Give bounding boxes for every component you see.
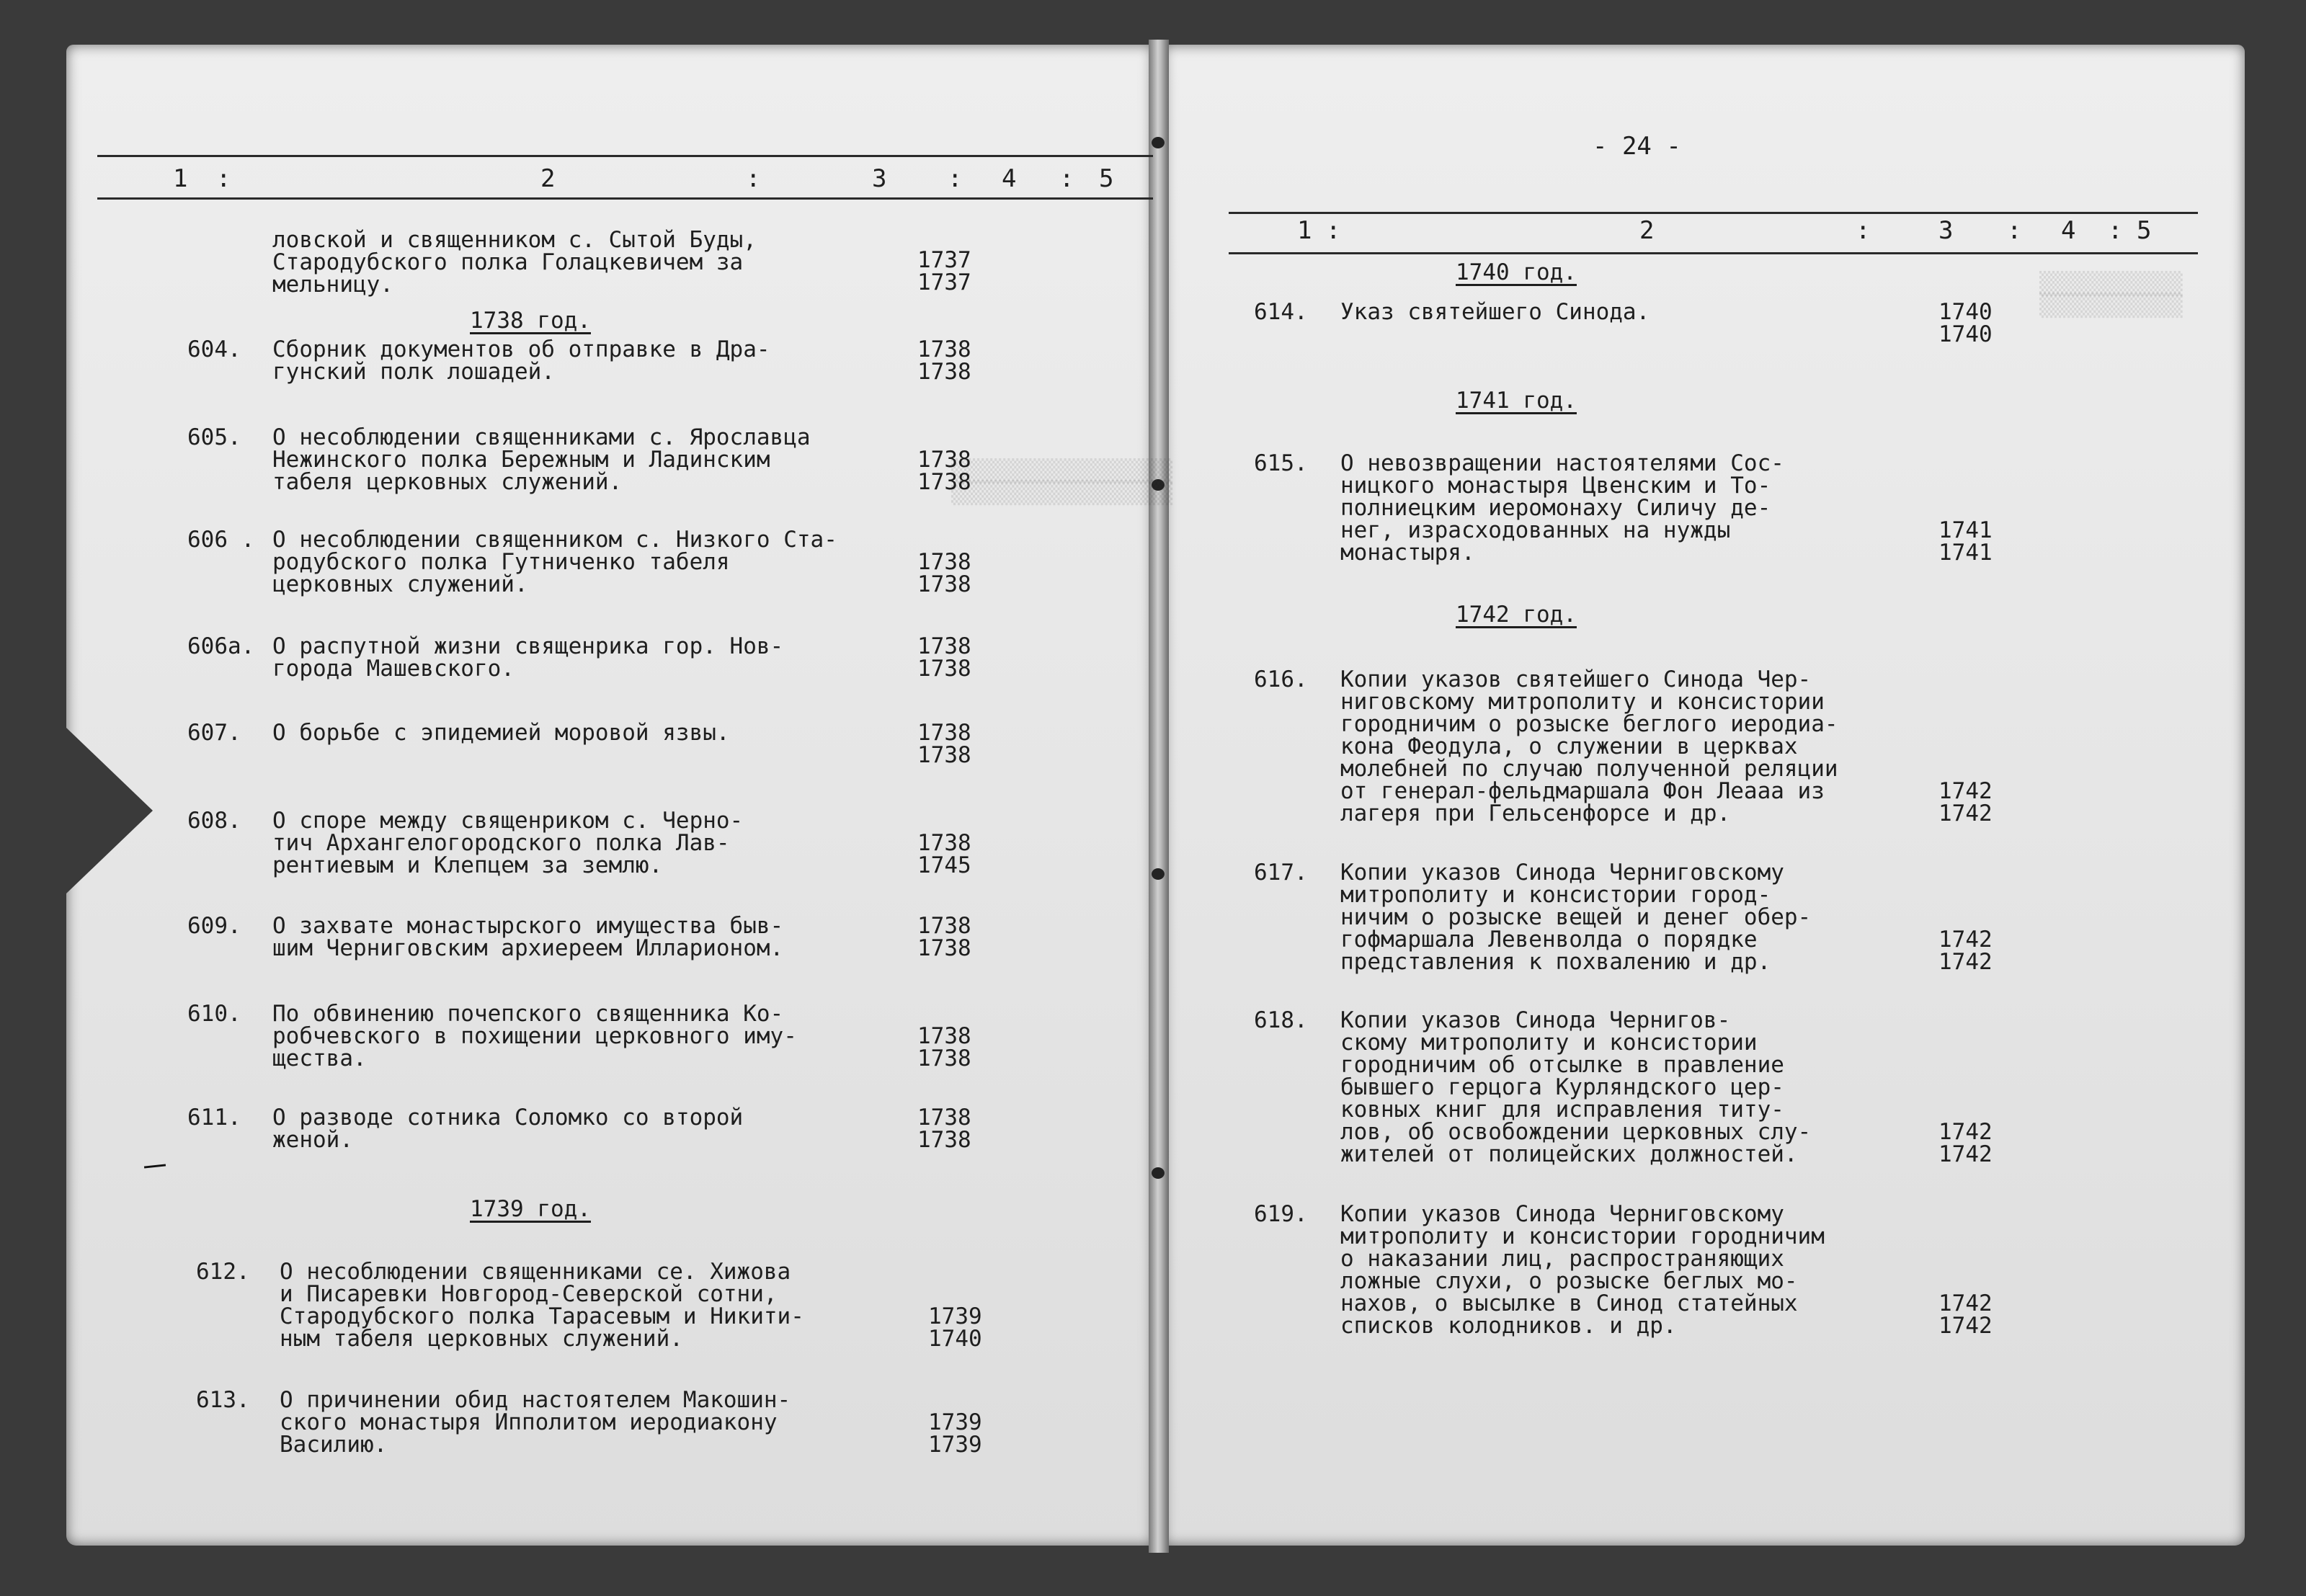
- entry-number: 604.: [187, 336, 241, 362]
- entry-number: 616.: [1254, 667, 1308, 692]
- col-2-label: 2: [1639, 216, 1655, 245]
- entry-number: 605.: [187, 424, 241, 450]
- entry-years: 1738 1745: [917, 830, 971, 878]
- header-rule-top: [97, 155, 1153, 157]
- entry-number: 611.: [187, 1105, 241, 1131]
- year-heading: 1740 год.: [1456, 259, 1577, 285]
- year-heading: 1739 год.: [470, 1196, 591, 1222]
- entry-years: 1742 1742: [1938, 1290, 1993, 1339]
- year-heading: 1742 год.: [1456, 602, 1577, 628]
- entry-number: 612.: [196, 1259, 250, 1285]
- col-sep: :: [1059, 164, 1074, 193]
- col-sep: :: [216, 164, 231, 193]
- page-number: - 24 -: [1593, 132, 1681, 161]
- col-sep: :: [1326, 216, 1341, 245]
- entry-years: 1738 1738: [917, 913, 971, 961]
- col-sep: :: [948, 164, 963, 193]
- entry-description: О несоблюдении священниками с. Ярославца Нежинского полка Бережным и Ладинским табеля церковных служений.: [272, 424, 811, 495]
- entry-description: Копии указов Синода Чернигов- скому митрополиту и консистории городничим об отсылке в правление бывшего герцога Курляндского цер- ковных книг для исправления титу- лов, об освобождении церковных слу- жителей от полицейских должностей.: [1340, 1007, 1812, 1167]
- col-sep: :: [746, 164, 761, 193]
- entry-number: 609.: [187, 913, 241, 939]
- entry-years: 1737 1737: [917, 247, 971, 295]
- entry-description: О причинении обид настоятелем Макошин- ского монастыря Ипполитом иеродиакону Василию.: [280, 1387, 791, 1458]
- entry-description: О захвате монастырского имущества быв- шим Черниговским архиереем Илларионом.: [272, 913, 784, 961]
- col-2-label: 2: [540, 164, 556, 193]
- entry-years: 1738 1738: [917, 447, 971, 495]
- col-5-label: 5: [2137, 216, 2152, 245]
- col-3-label: 3: [1938, 216, 1954, 245]
- binding-hole: [1152, 137, 1165, 148]
- entry-description: Указ святейшего Синода.: [1340, 299, 1650, 325]
- col-5-label: 5: [1099, 164, 1114, 193]
- entry-number: 615.: [1254, 450, 1308, 476]
- col-sep: :: [2007, 216, 2022, 245]
- col-1-label: 1: [173, 164, 188, 193]
- book-spine: [1149, 40, 1169, 1553]
- entry-description: Сборник документов об отправке в Дра- гунский полк лошадей.: [272, 336, 770, 385]
- col-1-label: 1: [1297, 216, 1312, 245]
- entry-years: 1738 1738: [917, 720, 971, 768]
- entry-description: О споре между священриком с. Черно- тич Архангелогородского полка Лав- рентиевым и Клепцем за землю.: [272, 808, 744, 878]
- year-heading: 1738 год.: [470, 308, 591, 334]
- entry-description: ловской и священником с. Сытой Буды, Стародубского полка Голацкевичем за мельницу.: [272, 227, 757, 298]
- header-rule-bottom: [1229, 252, 2198, 254]
- entry-number: 610.: [187, 1001, 241, 1027]
- entry-description: По обвинению почепского священника Ко- робчевского в похищении церковного иму- щества.: [272, 1001, 797, 1071]
- entry-years: 1742 1742: [1938, 927, 1993, 975]
- entry-number: 619.: [1254, 1201, 1308, 1227]
- entry-years: 1738 1738: [917, 549, 971, 597]
- entry-number: 618.: [1254, 1007, 1308, 1033]
- col-3-label: 3: [872, 164, 887, 193]
- binding-hole: [1152, 1167, 1165, 1179]
- year-heading: 1741 год.: [1456, 388, 1577, 414]
- entry-number: 606а.: [187, 633, 255, 659]
- entry-years: 1740 1740: [1938, 299, 1993, 347]
- entry-description: О несоблюдении священниками се. Хижова и Писаревки Новгород-Северской сотни, Стародубского полка Тарасевым и Никити- ным табеля церковных служений.: [280, 1259, 804, 1352]
- bleed-through: ▒▒▒▒▒▒▒▒▒▒▒▒▒▒▒▒▒ ▒▒▒▒▒▒▒▒▒▒▒▒▒▒▒▒▒: [951, 459, 1173, 506]
- entry-description: О невозвращении настоятелями Сос- ницкого монастыря Цвенским и То- полниецким иеромонаху Силичу де- нег, израсходованных на нужды монастыря.: [1340, 450, 1784, 566]
- col-sep: :: [2108, 216, 2123, 245]
- col-sep: :: [1856, 216, 1871, 245]
- entry-description: Копии указов Синода Черниговскому митрополиту и консистории город- ничим о розыске вещей и денег обер- гофмаршала Левенволда о порядке представления к похвалению и др.: [1340, 860, 1812, 975]
- bleed-through: ▒▒▒▒▒▒▒▒▒▒▒ ▒▒▒▒▒▒▒▒▒▒▒: [2039, 272, 2183, 318]
- entry-years: 1742 1742: [1938, 778, 1993, 826]
- entry-years: 1738 1738: [917, 633, 971, 682]
- entry-years: 1739 1739: [928, 1409, 982, 1458]
- entry-description: Копии указов святейшего Синода Чер- ниговскому митрополиту и консистории городничим о розыске беглого иеродиа- кона Феодула, о служении в церквах молебней по случаю полученной реляции от генерал-фельдмаршала Фон Леааа из лагеря при Гельсенфорсе и др.: [1340, 667, 1838, 826]
- entry-description: О несоблюдении священником с. Низкого Ста- родубского полка Гутниченко табеля церковных служений.: [272, 527, 837, 597]
- entry-description: О разводе сотника Соломко со второй женой.: [272, 1105, 744, 1153]
- col-4-label: 4: [1002, 164, 1017, 193]
- header-rule-bottom: [97, 197, 1153, 200]
- entry-years: 1742 1742: [1938, 1119, 1993, 1167]
- entry-description: О распутной жизни священрика гор. Нов- города Машевского.: [272, 633, 784, 682]
- entry-years: 1738 1738: [917, 336, 971, 385]
- entry-number: 613.: [196, 1387, 250, 1413]
- entry-years: 1741 1741: [1938, 517, 1993, 566]
- binding-hole: [1152, 868, 1165, 880]
- entry-years: 1739 1740: [928, 1303, 982, 1352]
- entry-number: 606 .: [187, 527, 255, 553]
- entry-number: 617.: [1254, 860, 1308, 886]
- entry-number: 607.: [187, 720, 241, 746]
- entry-years: 1738 1738: [917, 1105, 971, 1153]
- entry-number: 608.: [187, 808, 241, 834]
- entry-description: О борьбе с эпидемией моровой язвы.: [272, 720, 730, 746]
- entry-description: Копии указов Синода Черниговскому митрополиту и консистории городничим о наказании лиц, распространяющих ложные слухи, о розыске беглых мо- нахов, о высылке в Синод статейных списков колодников. и др.: [1340, 1201, 1825, 1339]
- entry-number: 614.: [1254, 299, 1308, 325]
- header-rule-top: [1229, 212, 2198, 214]
- col-4-label: 4: [2061, 216, 2076, 245]
- entry-years: 1738 1738: [917, 1023, 971, 1071]
